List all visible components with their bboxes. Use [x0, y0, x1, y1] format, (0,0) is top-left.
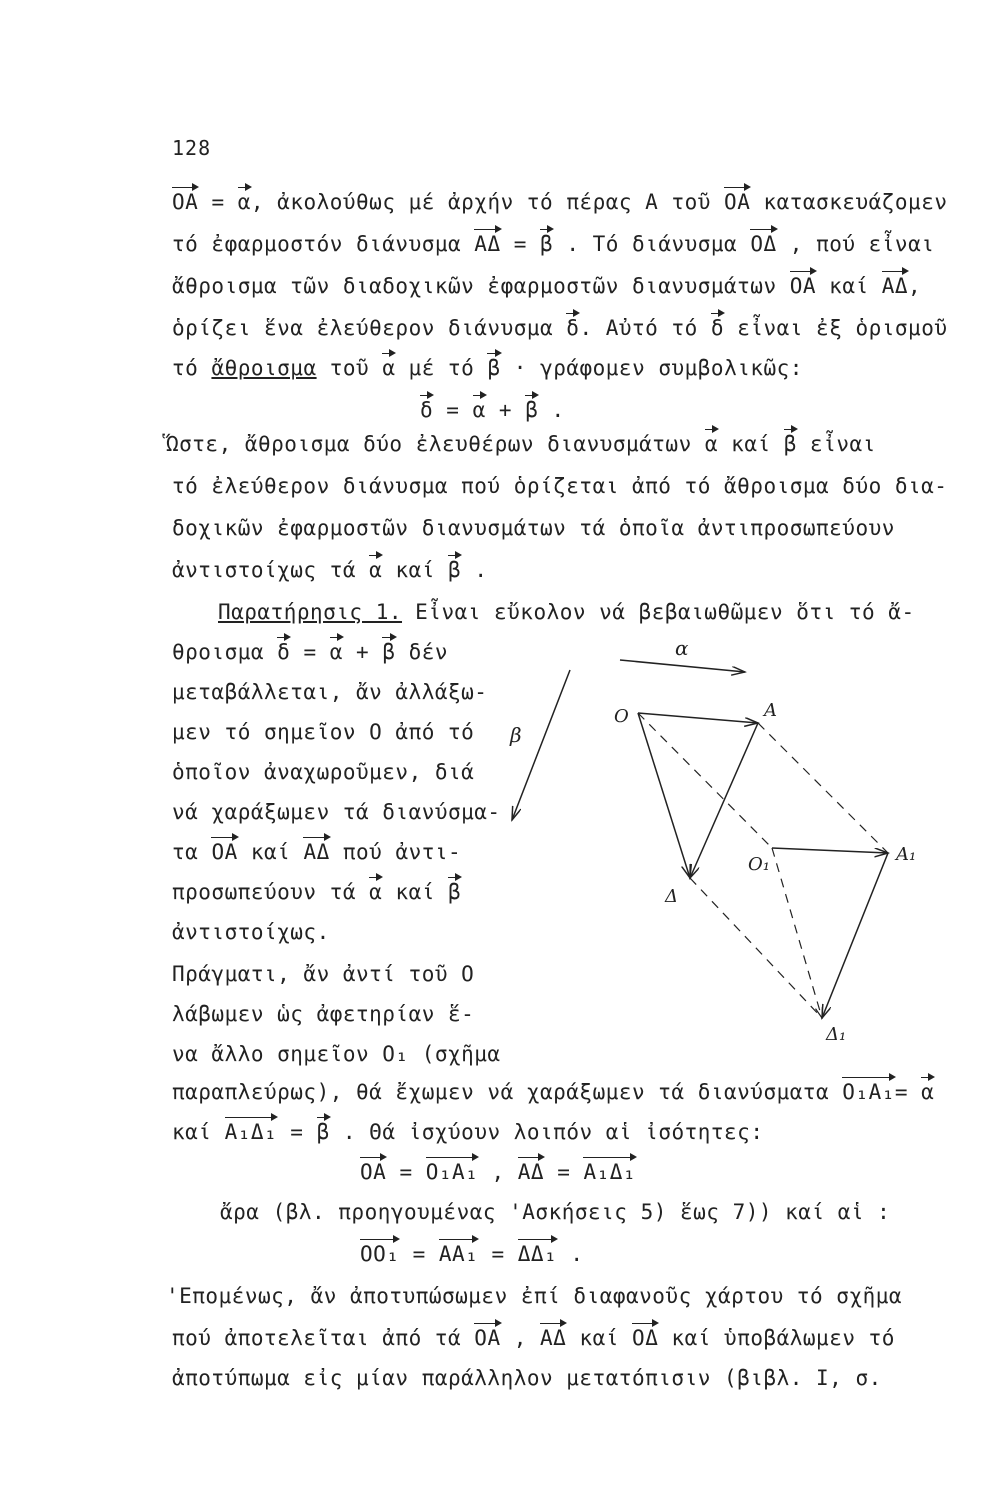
- vector-OA-line: [638, 713, 758, 723]
- free-vector-alpha: [620, 660, 745, 672]
- vector-AD: ΑΔ: [474, 232, 501, 256]
- vector-alpha: α: [369, 558, 383, 582]
- text: καί ὑποβάλωμεν τό: [658, 1326, 895, 1350]
- vector-O1D1-line: [772, 848, 822, 1018]
- vector-OD: ΟΔ: [632, 1326, 659, 1350]
- vector-A1D1: Α₁Δ₁: [224, 1120, 278, 1144]
- text: ἀντιστοίχως τά: [172, 558, 370, 582]
- text: εἶναι ἐξ ὁρισμοῦ: [724, 316, 948, 340]
- vector-beta: β: [448, 880, 462, 904]
- vector-beta: β: [382, 640, 396, 664]
- text-line: ἀποτύπωμα εἰς μίαν παράλληλον μετατόπισιν (βιβλ. Ι, σ.: [172, 1366, 882, 1390]
- vector-OA: ΟΑ: [172, 190, 199, 214]
- vector-AD: ΑΔ: [517, 1160, 545, 1184]
- vector-beta: β: [448, 558, 462, 582]
- vector-O1A1: Ο₁Α₁: [425, 1160, 479, 1184]
- text-line: [172, 1080, 934, 1104]
- vector-alpha: α: [237, 190, 251, 214]
- vector-A1D1-line: [822, 853, 888, 1018]
- label-beta: β: [510, 723, 522, 747]
- vector-OA: ΟΑ: [360, 1160, 387, 1184]
- text-line: [172, 880, 461, 904]
- vector-alpha: α: [921, 1080, 935, 1104]
- translation-AA1: [758, 723, 888, 853]
- text: καί: [566, 1326, 633, 1350]
- text-line: ἀντιστοίχως.: [172, 920, 330, 944]
- text: .: [461, 558, 488, 582]
- text-line: λάβωμεν ὡς ἀφετηρίαν ἕ-: [172, 1002, 475, 1026]
- vector-delta: δ: [277, 640, 291, 664]
- text: τό: [172, 356, 212, 380]
- text: δέν: [395, 640, 449, 664]
- text-line: τό ἐλεύθερον διάνυσμα πού ὁρίζεται ἀπό τό ἄθροισμα δύο δια-: [172, 474, 948, 498]
- text-line: να ἄλλο σημεῖον Ο₁ (σχῆμα: [172, 1042, 501, 1066]
- text: πού ἀντι-: [329, 840, 462, 864]
- label-A: A: [764, 700, 777, 721]
- text: καί: [816, 274, 882, 298]
- vector-beta: β: [783, 432, 797, 456]
- text: .: [538, 398, 565, 422]
- text-line: [172, 1326, 895, 1350]
- vector-diagram: [490, 640, 920, 1050]
- text: =: [198, 190, 238, 214]
- text: =: [478, 1242, 518, 1266]
- text: =: [290, 640, 330, 664]
- text: =: [500, 232, 541, 256]
- vector-OA: ΟΑ: [789, 274, 817, 298]
- label-O1: O₁: [748, 854, 770, 875]
- text: κατασκευάζομεν: [750, 190, 948, 214]
- vector-OD: ΟΔ: [750, 232, 777, 256]
- text: ἄθροισμα τῶν διαδοχικῶν ἐφαρμοστῶν διανυσμάτων: [172, 274, 790, 298]
- text: εἶναι: [796, 432, 876, 456]
- text: Εἶναι εὔκολον νά βεβαιωθῶμεν ὅτι τό ἄ-: [402, 600, 915, 624]
- text: =: [277, 1120, 317, 1144]
- text-line: νά χαράξωμεν τά διανύσμα-: [172, 800, 501, 824]
- translation-OO1: [638, 713, 772, 848]
- text: =: [399, 1242, 439, 1266]
- text-line: μεν τό σημεῖον Ο ἀπό τό: [172, 720, 475, 744]
- label-D1: Δ₁: [826, 1024, 847, 1045]
- text: , πού εἶναι: [776, 232, 935, 256]
- text: καί: [718, 432, 784, 456]
- vector-A1D1: Α₁Δ₁: [583, 1160, 637, 1184]
- equation: [420, 398, 565, 422]
- text: Ὥστε, ἄθροισμα δύο ἐλευθέρων διανυσμάτων: [166, 432, 705, 456]
- vector-OO1: ΟΟ₁: [360, 1242, 400, 1266]
- text: τοῦ: [316, 356, 383, 380]
- text: καί: [237, 840, 304, 864]
- vector-OD-line: [638, 713, 690, 878]
- text: καί: [382, 880, 449, 904]
- text: καί: [172, 1120, 225, 1144]
- text-line: [172, 356, 803, 380]
- text: ,: [500, 1326, 541, 1350]
- vector-alpha: α: [369, 880, 383, 904]
- text-line: ὁποῖον ἀναχωροῦμεν, διά: [172, 760, 475, 784]
- vector-alpha: α: [382, 356, 396, 380]
- text-line: [172, 840, 461, 864]
- text: . Θά ἰσχύουν λοιπόν αἱ ἰσότητες:: [329, 1120, 764, 1144]
- text-line: [166, 432, 876, 456]
- text-line: [172, 640, 448, 664]
- vector-beta: β: [487, 356, 501, 380]
- text: τα: [172, 840, 212, 864]
- text-line: [172, 1120, 763, 1144]
- text: προσωπεύουν τά: [172, 880, 370, 904]
- vector-alpha: α: [704, 432, 719, 456]
- vector-AA1: ΑΑ₁: [438, 1242, 479, 1266]
- text-line: ἄρα (βλ. προηγουμένας 'Ασκήσεις 5) ἕως 7)) καί αἱ :: [220, 1200, 891, 1224]
- text: , ἀκολούθως μέ ἀρχήν τό πέρας Α τοῦ: [250, 190, 725, 214]
- text-line: [172, 190, 948, 214]
- text-line: [172, 232, 934, 256]
- text: . Τό διάνυσμα: [553, 232, 751, 256]
- text: .: [557, 1242, 584, 1266]
- text: . Αὐτό τό: [579, 316, 711, 340]
- text: καί: [382, 558, 449, 582]
- text: ὁρίζει ἕνα ἐλεύθερον διάνυσμα: [172, 316, 567, 340]
- vector-alpha: α: [472, 398, 486, 422]
- vector-beta: β: [525, 398, 539, 422]
- text-line: δοχικῶν ἐφαρμοστῶν διανυσμάτων τά ὁποῖα ἀντιπροσωπεύουν: [172, 516, 895, 540]
- text: πού ἀποτελεῖται ἀπό τά: [172, 1326, 475, 1350]
- equation: [360, 1160, 636, 1184]
- vector-OA: ΟΑ: [724, 190, 751, 214]
- text-line: 'Επομένως, ἄν ἀποτυπώσωμεν ἐπί διαφανοῦς χάρτου τό σχῆμα: [166, 1284, 903, 1308]
- text: · γράφομεν συμβολικῶς:: [500, 356, 803, 380]
- text: =: [433, 398, 473, 422]
- text: τό ἐφαρμοστόν διάνυσμα: [172, 232, 475, 256]
- text-line: [172, 274, 921, 298]
- text-line: Πράγματι, ἄν ἀντί τοῦ Ο: [172, 962, 475, 986]
- underlined-term: ἄθροισμα: [211, 356, 317, 380]
- page-number: 128: [172, 136, 212, 160]
- text: =: [894, 1080, 922, 1104]
- text: ,: [478, 1160, 518, 1184]
- vector-alpha: α: [329, 640, 343, 664]
- text: +: [342, 640, 383, 664]
- vector-OA: ΟΑ: [211, 840, 238, 864]
- text: θροισμα: [172, 640, 278, 664]
- text: =: [544, 1160, 584, 1184]
- text: παραπλεύρως), θά ἔχωμεν νά χαράξωμεν τά διανύσματα: [172, 1080, 843, 1104]
- vector-O1A1: Ο₁Α₁: [842, 1080, 895, 1104]
- vector-beta: β: [316, 1120, 330, 1144]
- vector-DD1: ΔΔ₁: [517, 1242, 558, 1266]
- vector-AD: ΑΔ: [881, 274, 909, 298]
- text: ,: [908, 274, 922, 298]
- vector-delta: δ: [710, 316, 725, 340]
- vector-O1A1-line: [772, 848, 888, 853]
- vector-AD: ΑΔ: [540, 1326, 567, 1350]
- text-line: [218, 600, 915, 624]
- label-alpha: α: [675, 640, 689, 660]
- remark-heading: Παρατήρησις 1.: [218, 600, 403, 624]
- vector-AD: ΑΔ: [303, 840, 330, 864]
- label-A1: A₁: [896, 844, 917, 865]
- text: μέ τό: [395, 356, 488, 380]
- text-line: μεταβάλλεται, ἄν ἀλλάξω-: [172, 680, 488, 704]
- translation-DD1: [690, 878, 822, 1018]
- text: =: [386, 1160, 426, 1184]
- text-line: [172, 316, 947, 340]
- label-D: Δ: [665, 886, 678, 907]
- equation: [360, 1242, 583, 1266]
- vector-delta: δ: [420, 398, 434, 422]
- text: +: [485, 398, 526, 422]
- text-line: [172, 558, 487, 582]
- vector-beta: β: [540, 232, 554, 256]
- vector-OA: ΟΑ: [474, 1326, 501, 1350]
- vector-delta: δ: [566, 316, 580, 340]
- label-O: O: [614, 706, 629, 727]
